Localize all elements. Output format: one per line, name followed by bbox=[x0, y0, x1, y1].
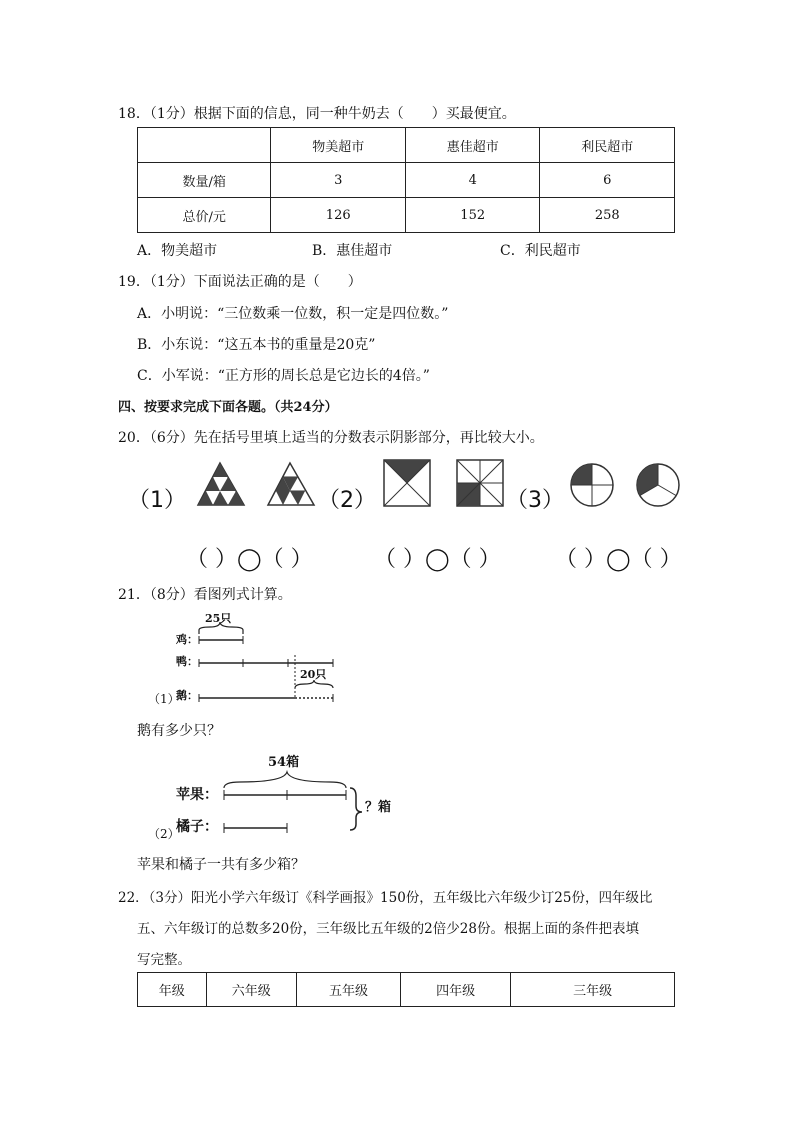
q21-stem: 21．（8分）看图列式计算。 bbox=[118, 587, 292, 603]
q21-chicken-count: 25只 bbox=[205, 612, 232, 625]
circle-figure-2 bbox=[637, 464, 679, 506]
q20-answer-blank-1[interactable]: （ ）◯（ ） bbox=[186, 547, 313, 572]
section-heading: 四、按要求完成下面各题。（共24分） bbox=[118, 400, 338, 415]
q19-option-a[interactable]: A．小明说：“三位数乘一位数，积一定是四位数。” bbox=[137, 306, 449, 322]
q22-header-grade6: 六年级 bbox=[206, 973, 296, 1007]
q18-option-a[interactable]: A．物美超市 bbox=[137, 243, 218, 259]
circle-figure-1 bbox=[571, 464, 613, 506]
q22-header-grade3: 三年级 bbox=[511, 973, 675, 1007]
q18-header-limin: 利民超市 bbox=[540, 128, 675, 163]
q20-stem: 20．（6分）先在括号里填上适当的分数表示阴影部分，再比较大小。 bbox=[118, 430, 544, 446]
q18-cell: 6 bbox=[540, 163, 675, 198]
q22-header-grade4: 四年级 bbox=[401, 973, 511, 1007]
q20-figures bbox=[0, 455, 794, 525]
q21-part1-question: 鹅有多少只？ bbox=[137, 723, 221, 739]
q22-header-grade: 年级 bbox=[138, 973, 207, 1007]
q18-price-table bbox=[137, 127, 675, 233]
q18-header-wumei: 物美超市 bbox=[271, 128, 406, 163]
q21-part1-label: （1） bbox=[148, 692, 180, 706]
q19-option-b[interactable]: B．小东说：“这五本书的重量是20克” bbox=[137, 337, 376, 353]
q18-stem: 18．（1分）根据下面的信息，同一种牛奶去（ ）买最便宜。 bbox=[118, 106, 516, 122]
q18-option-b[interactable]: B．惠佳超市 bbox=[312, 243, 393, 259]
q18-row-label: 总价/元 bbox=[138, 198, 271, 233]
q21-diagram-2 bbox=[0, 760, 794, 840]
q18-cell: 3 bbox=[271, 163, 406, 198]
q21-total-unknown: ？箱 bbox=[365, 800, 392, 815]
triangle-figure-1 bbox=[198, 463, 244, 505]
q20-group1-label: （1） bbox=[128, 488, 186, 513]
q21-apple-count: 54箱 bbox=[268, 755, 300, 770]
q18-cell: 152 bbox=[405, 198, 540, 233]
q21-orange-label: 橘子： bbox=[176, 819, 218, 835]
square-figure-2 bbox=[457, 460, 503, 506]
q21-part2-label: （2） bbox=[148, 827, 180, 841]
q18-header-empty bbox=[138, 128, 271, 163]
q21-diagram-1 bbox=[0, 600, 794, 710]
q19-option-c[interactable]: C．小军说：“正方形的周长总是它边长的4倍。” bbox=[137, 368, 430, 384]
q19-stem: 19．（1分）下面说法正确的是（ ） bbox=[118, 274, 362, 290]
q21-chicken-label: 鸡： bbox=[176, 633, 198, 646]
q20-group2-label: （2） bbox=[318, 488, 376, 513]
q21-apple-label: 苹果： bbox=[176, 787, 218, 803]
q20-answer-blank-2[interactable]: （ ）◯（ ） bbox=[374, 547, 501, 572]
q18-cell: 126 bbox=[271, 198, 406, 233]
q22-stem-line2: 五、六年级订的总数多20份，三年级比五年级的2倍少28份。根据上面的条件把表填 bbox=[137, 921, 639, 937]
q18-option-c[interactable]: C．利民超市 bbox=[500, 243, 581, 259]
q18-row-label: 数量/箱 bbox=[138, 163, 271, 198]
q18-header-huijia: 惠佳超市 bbox=[405, 128, 540, 163]
q21-part2-question: 苹果和橘子一共有多少箱？ bbox=[137, 857, 305, 873]
q22-header-grade5: 五年级 bbox=[296, 973, 400, 1007]
q20-answer-blank-3[interactable]: （ ）◯（ ） bbox=[555, 547, 682, 572]
q22-table bbox=[137, 972, 675, 1007]
q21-goose-extra: 20只 bbox=[300, 668, 327, 681]
q21-goose-label: 鹅： bbox=[176, 689, 198, 702]
triangle-figure-2 bbox=[268, 463, 314, 505]
q18-cell: 258 bbox=[540, 198, 675, 233]
q22-stem-line3: 写完整。 bbox=[137, 952, 191, 968]
q21-duck-label: 鸭： bbox=[176, 655, 198, 668]
q22-stem-line1: 22．（3分）阳光小学六年级订《科学画报》150份，五年级比六年级少订25份，四年级比 bbox=[118, 890, 653, 906]
square-figure-1 bbox=[384, 460, 430, 506]
q20-group3-label: （3） bbox=[506, 488, 564, 513]
q18-cell: 4 bbox=[405, 163, 540, 198]
